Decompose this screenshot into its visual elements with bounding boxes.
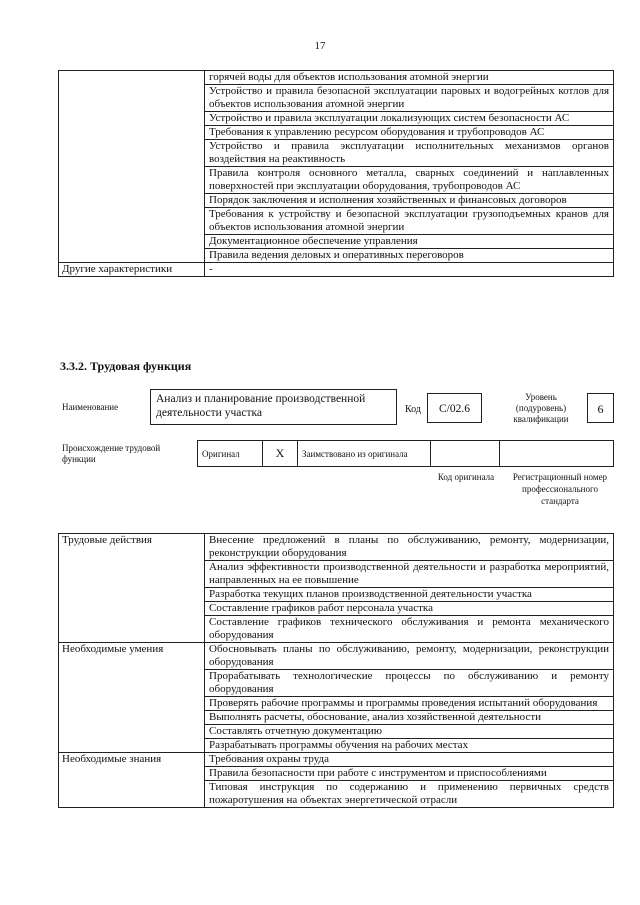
table-value-cell: Обосновывать планы по обслуживанию, ремонту, модернизации, реконструкции оборудования — [205, 643, 614, 670]
table-row — [59, 534, 614, 561]
table-value-cell: Требования к устройству и безопасной эксплуатации грузоподъемных кранов для объектов использования атомной энергии — [205, 208, 614, 235]
borrowed-label: Заимствовано из оригинала — [298, 441, 431, 467]
labor-function-table — [58, 533, 614, 808]
table-value-cell: Составление графиков работ персонала участка — [205, 602, 614, 616]
table-value-cell: Внесение предложений в планы по обслуживанию, ремонту, модернизации, реконструкции оборудования — [205, 534, 614, 561]
code-original-caption: Код оригинала — [437, 472, 495, 482]
table-value-cell: Проверять рабочие программы и программы проведения испытаний оборудования — [205, 697, 614, 711]
name-label: Наименование — [62, 402, 119, 412]
code-original-cell — [431, 441, 500, 467]
table-value-cell: горячей воды для объектов использования атомной энергии — [205, 71, 614, 85]
other-characteristics-label: Другие характеристики — [59, 263, 205, 277]
table-row — [59, 263, 614, 277]
table-value-cell: Анализ эффективности производственной деятельности и разработка мероприятий, направленных на ее повышение — [205, 561, 614, 588]
table-value-cell: Правила контроля основного металла, сварных соединений и наплавленных поверхностей при эксплуатации оборудования, трубопроводов АС — [205, 167, 614, 194]
table-value-cell: Выполнять расчеты, обоснование, анализ хозяйственной деятельности — [205, 711, 614, 725]
table-value-cell: Требования к управлению ресурсом оборудования и трубопроводов АС — [205, 126, 614, 140]
table-value-cell: Требования охраны труда — [205, 753, 614, 767]
level-value: 6 — [597, 402, 604, 416]
reg-number-cell — [500, 441, 614, 467]
table-value-cell: Устройство и правила эксплуатации исполнительных механизмов органов воздействия на реактивность — [205, 140, 614, 167]
table-value-cell: Правила безопасности при работе с инструментом и приспособлениями — [205, 767, 614, 781]
code-value: C/02.6 — [439, 403, 470, 415]
table-value-cell: Правила ведения деловых и оперативных переговоров — [205, 249, 614, 263]
table-row — [59, 753, 614, 767]
table-row — [59, 643, 614, 670]
original-label: Оригинал — [198, 441, 263, 467]
level-label: Уровень (подуровень) квалификации — [513, 392, 569, 424]
labor-actions-label: Трудовые действия — [59, 534, 205, 643]
table-row — [59, 71, 614, 85]
other-characteristics-value: - — [205, 263, 614, 277]
table-value-cell: Устройство и правила безопасной эксплуатации паровых и водогрейных котлов для объектов использования атомной энергии — [205, 85, 614, 112]
reg-number-caption: Регистрационный номер профессионального стандарта — [512, 472, 608, 506]
table-value-cell: Разрабатывать программы обучения на рабочих местах — [205, 739, 614, 753]
table-value-cell: Устройство и правила эксплуатации локализующих систем безопасности АС — [205, 112, 614, 126]
code-label: Код — [405, 404, 421, 415]
section-title: 3.3.2. Трудовая функция — [60, 359, 192, 373]
function-name-value: Анализ и планирование производственной деятельности участка — [156, 393, 366, 419]
table-value-cell: Порядок заключения и исполнения хозяйственных и финансовых договоров — [205, 194, 614, 208]
table-value-cell: Документационное обеспечение управления — [205, 235, 614, 249]
table-value-cell: Разработка текущих планов производственной деятельности участка — [205, 588, 614, 602]
table-value-cell: Типовая инструкция по содержанию и применению первичных средств пожаротушения на объектах энергетической отрасли — [205, 781, 614, 808]
table-value-cell: Составление графиков технического обслуживания и ремонта механического оборудования — [205, 616, 614, 643]
table-value-cell: Составлять отчетную документацию — [205, 725, 614, 739]
table-value-cell: Прорабатывать технологические процессы по обслуживанию и ремонту оборудования — [205, 670, 614, 697]
page-number: 17 — [314, 40, 326, 52]
code-box — [427, 393, 482, 423]
origin-label: Происхождение трудовой функции — [62, 443, 161, 464]
knowledge-label: Необходимые знания — [59, 753, 205, 808]
skills-label: Необходимые умения — [59, 643, 205, 753]
knowledge-table-continued — [58, 70, 614, 277]
table-key-cell-empty — [59, 71, 205, 263]
original-mark: X — [263, 441, 298, 467]
level-box — [587, 393, 614, 423]
table-row — [198, 441, 614, 467]
origin-table — [197, 440, 614, 467]
function-name-box — [150, 389, 397, 425]
